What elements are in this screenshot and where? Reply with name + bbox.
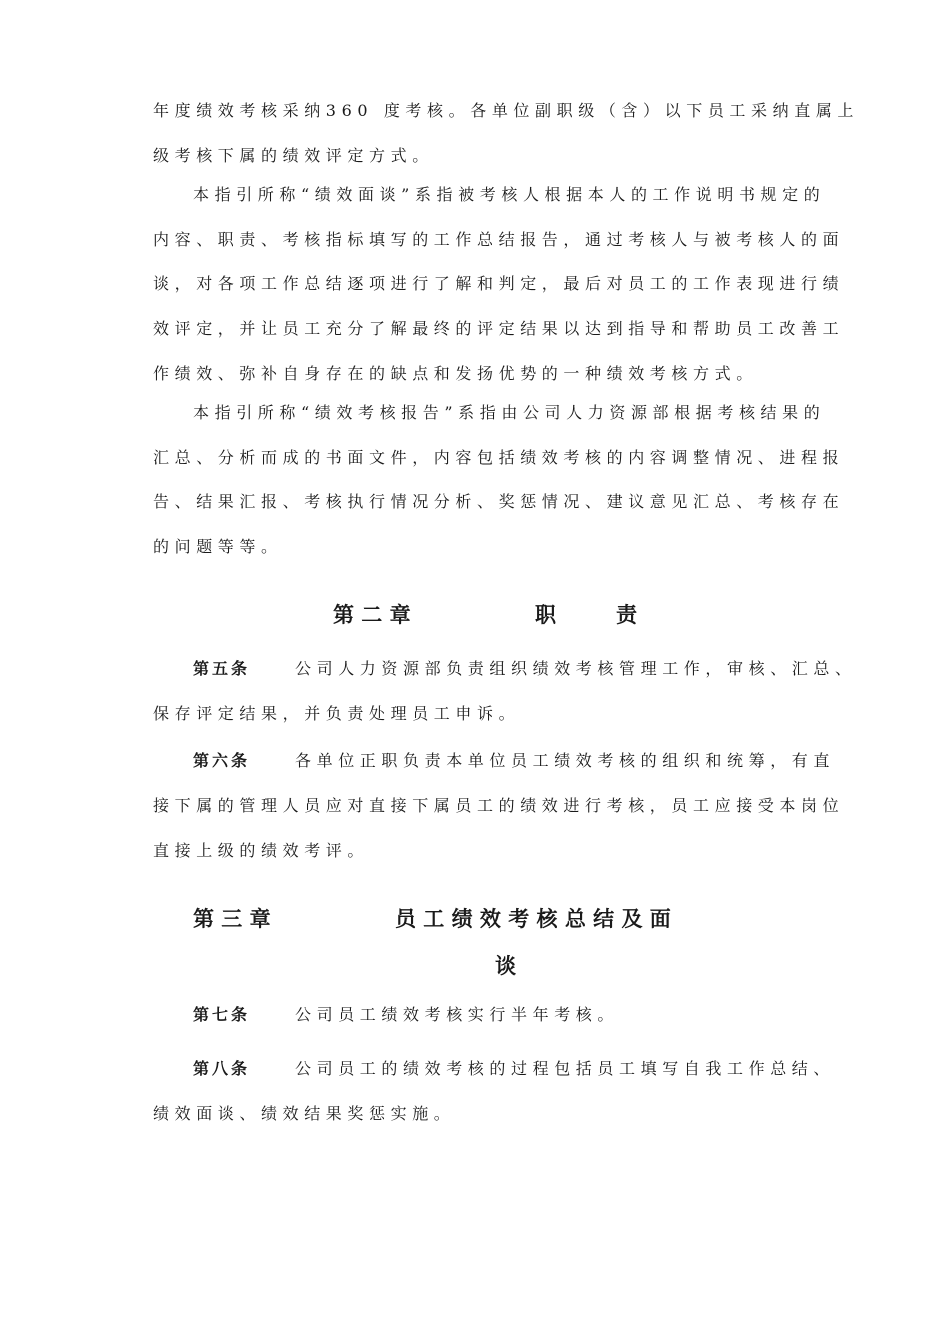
article-text: 公司员工的绩效考核的过程包括员工填写自我工作总结、 — [295, 1059, 836, 1078]
paragraph-line: 的问题等等。 — [153, 537, 283, 556]
article-text: 公司员工绩效考核实行半年考核。 — [295, 1005, 620, 1024]
article-number: 第七条 — [193, 1005, 251, 1024]
article-text: 接下属的管理人员应对直接下属员工的绩效进行考核，员工应接受本岗位 — [153, 796, 845, 815]
article-line — [193, 1005, 250, 1025]
paragraph-line: 级考核下属的绩效评定方式。 — [153, 146, 434, 165]
article-text: 绩效面谈、绩效结果奖惩实施。 — [153, 1104, 456, 1123]
paragraph-line: 内容、职责、考核指标填写的工作总结报告，通过考核人与被考核人的面 — [153, 230, 845, 249]
article-text: 各单位正职负责本单位员工绩效考核的组织和统筹，有直 — [295, 751, 836, 770]
paragraph-line: 告、结果汇报、考核执行情况分析、奖惩情况、建议意见汇总、考核存在 — [153, 492, 845, 511]
article-line — [193, 1059, 250, 1079]
chapter-title: 责 — [616, 603, 637, 627]
article-number: 第五条 — [193, 659, 251, 678]
chapter-title: 员 工 绩 效 考 核 总 结 及 面 — [395, 907, 671, 931]
chapter-number: 第 二 章 — [333, 603, 411, 627]
article-text: 公司人力资源部负责组织绩效考核管理工作，审核、汇总、 — [295, 659, 857, 678]
article-line — [193, 659, 250, 679]
article-number: 第六条 — [193, 751, 251, 770]
article-text: 保存评定结果，并负责处理员工申诉。 — [153, 704, 521, 723]
chapter-title-continued: 谈 — [495, 954, 516, 978]
chapter-title: 职 — [535, 603, 556, 627]
paragraph-line: 本指引所称“绩效考核报告”系指由公司人力资源部根据考核结果的 — [193, 403, 826, 422]
article-number: 第八条 — [193, 1059, 251, 1078]
paragraph-line: 谈，对各项工作总结逐项进行了解和判定，最后对员工的工作表现进行绩 — [153, 274, 845, 293]
paragraph-line: 年度绩效考核采纳360 度考核。各单位副职级（含）以下员工采纳直属上 — [153, 101, 860, 120]
paragraph-line: 汇总、分析而成的书面文件，内容包括绩效考核的内容调整情况、进程报 — [153, 448, 845, 467]
paragraph-line: 作绩效、弥补自身存在的缺点和发扬优势的一种绩效考核方式。 — [153, 364, 758, 383]
article-text: 直接上级的绩效考评。 — [153, 841, 370, 860]
paragraph-line: 效评定，并让员工充分了解最终的评定结果以达到指导和帮助员工改善工 — [153, 319, 845, 338]
chapter-number: 第 三 章 — [193, 907, 271, 931]
paragraph-line: 本指引所称“绩效面谈”系指被考核人根据本人的工作说明书规定的 — [193, 185, 826, 204]
article-line — [193, 751, 250, 771]
